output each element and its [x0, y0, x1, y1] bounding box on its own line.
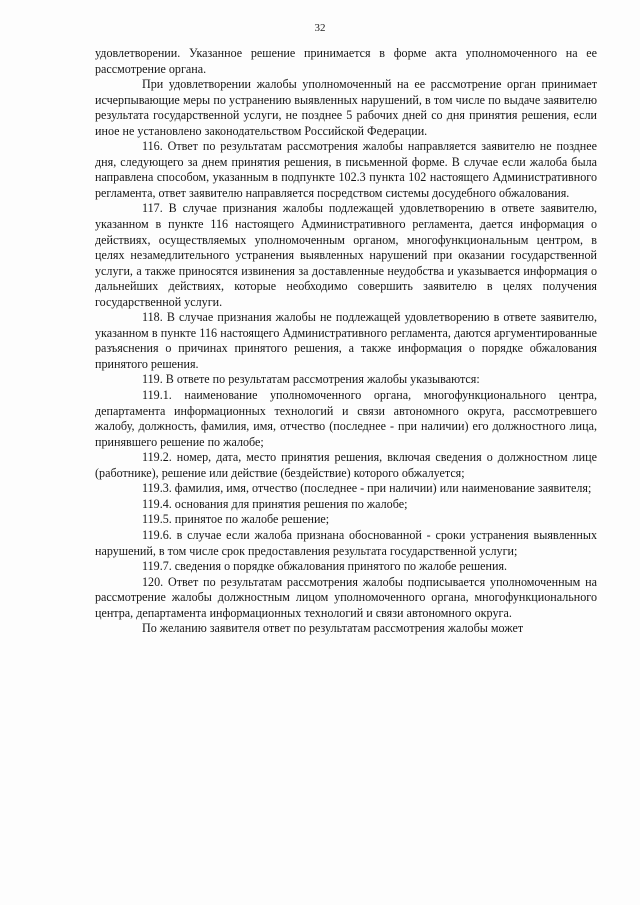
paragraph-continuation: удовлетворении. Указанное решение принимается в форме акта уполномоченного на ее рассмотрение органа.: [95, 46, 597, 76]
paragraph-satisfaction-measures: При удовлетворении жалобы уполномоченный на ее рассмотрение орган принимает исчерпывающие меры по устранению выявленных нарушений, в том числе по выдаче заявителю результата государственной услуги, не позднее 5 рабочих дней со дня принятия решения, если иное не установлено законодательством Российской Федерации.: [95, 77, 597, 138]
paragraph-120: 120. Ответ по результатам рассмотрения жалобы подписывается уполномоченным на рассмотрение жалобы должностным лицом уполномоченного органа, многофункционального центра, департамента информационных технологий и связи автономного округа.: [95, 574, 597, 620]
paragraph-118: 118. В случае признания жалобы не подлежащей удовлетворению в ответе заявителю, указанном в пункте 116 настоящего Административного регламента, даются аргументированные разъяснения о причинах принятого решения, а также информация о порядке обжалования принятого решения.: [95, 310, 597, 371]
document-body: [95, 46, 597, 637]
page-number: 32: [314, 22, 326, 34]
paragraph-119-6: 119.6. в случае если жалоба признана обоснованной - сроки устранения выявленных нарушений, в том числе срок предоставления результата государственной услуги;: [95, 527, 597, 558]
paragraph-119-7: 119.7. сведения о порядке обжалования принятого по жалобе решения.: [142, 559, 508, 574]
paragraph-applicant-request: По желанию заявителя ответ по результатам рассмотрения жалобы может: [142, 621, 524, 636]
paragraph-116: 116. Ответ по результатам рассмотрения жалобы направляется заявителю не позднее дня, следующего за днем принятия решения, в письменной форме. В случае если жалоба была направлена способом, указанным в подпункте 102.3 пункта 102 настоящего Административного регламента, ответ заявителю направляется посредством системы досудебного обжалования.: [95, 139, 597, 200]
paragraph-119-2: 119.2. номер, дата, место принятия решения, включая сведения о должностном лице (работнике), решение или действие (бездействие) которого обжалуется;: [95, 450, 597, 480]
paragraph-119: 119. В ответе по результатам рассмотрения жалобы указываются:: [142, 372, 480, 387]
paragraph-119-1: 119.1. наименование уполномоченного органа, многофункционального центра, департамента информационных технологий и связи автономного округа, рассмотревшего жалобу, должность, фамилия, имя, отчество (последнее - при наличии) его должностного лица, принявшего решение по жалобе;: [95, 388, 597, 449]
paragraph-119-4: 119.4. основания для принятия решения по жалобе;: [142, 496, 408, 511]
paragraph-119-3: 119.3. фамилия, имя, отчество (последнее - при наличии) или наименование заявителя;: [142, 481, 592, 496]
paragraph-119-5: 119.5. принятое по жалобе решение;: [142, 512, 330, 527]
paragraph-117: 117. В случае признания жалобы подлежащей удовлетворению в ответе заявителю, указанном в пункте 116 настоящего Административного регламента, дается информация о действиях, осуществляемых уполномоченным органом, многофункциональным центром, в целях незамедлительного устранения выявленных нарушений при оказании государственной услуги, а также приносятся извинения за доставленные неудобства и указывается информация о дальнейших действиях, которые необходимо совершить заявителю в целях получения государственной услуги.: [95, 201, 597, 309]
